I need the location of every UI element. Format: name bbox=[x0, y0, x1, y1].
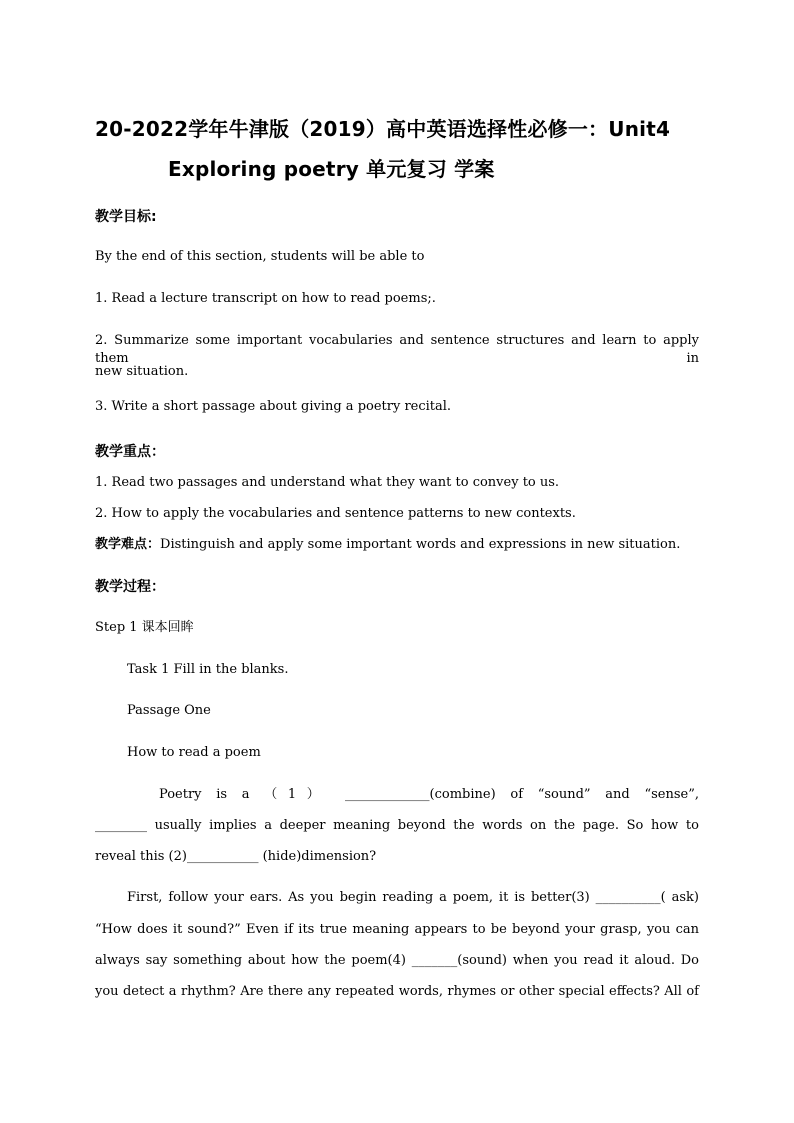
passage-line-6: always say something about how the poem(4) _______(sound) when you read it aloud. Do bbox=[95, 953, 699, 968]
passage-line-7: you detect a rhythm? Are there any repeated words, rhymes or other special effects? All of bbox=[95, 984, 699, 999]
objective-item-3: 3. Write a short passage about giving a poetry recital. bbox=[95, 399, 452, 414]
objective-item-2-continued: new situation. bbox=[95, 364, 189, 379]
key-points-heading: 教学重点： bbox=[95, 444, 165, 460]
key-point-item-1: 1. Read two passages and understand what they want to convey to us. bbox=[95, 475, 560, 490]
passage-line-4: First, follow your ears. As you begin reading a poem, it is better(3) __________( ask) bbox=[127, 890, 699, 905]
process-heading: 教学过程： bbox=[95, 579, 165, 595]
step-1-label: Step 1 课本回眸 bbox=[95, 620, 194, 635]
document-title-line-2: Exploring poetry 单元复习 学案 bbox=[168, 157, 495, 181]
passage-line-2: ________ usually implies a deeper meaning beyond the words on the page. So how to bbox=[95, 818, 699, 833]
passage-line-5: “How does it sound?” Even if its true meaning appears to be beyond your grasp, you can bbox=[95, 922, 699, 937]
objectives-intro: By the end of this section, students will be able to bbox=[95, 249, 425, 264]
objective-item-1: 1. Read a lecture transcript on how to read poems;. bbox=[95, 291, 436, 306]
passage-line-1: Poetry is a （1） _____________(combine) of “sound” and “sense”, bbox=[159, 787, 699, 802]
document-title-line-1: 20-2022学年牛津版（2019）高中英语选择性必修一：Unit4 bbox=[95, 117, 671, 141]
difficulty-label: 教学难点： bbox=[95, 537, 161, 552]
passage-label: Passage One bbox=[127, 703, 211, 718]
difficulty-text: Distinguish and apply some important words and expressions in new situation. bbox=[160, 537, 681, 552]
difficulty-line bbox=[95, 536, 699, 554]
key-point-item-2: 2. How to apply the vocabularies and sentence patterns to new contexts. bbox=[95, 506, 576, 521]
task-1-label: Task 1 Fill in the blanks. bbox=[127, 662, 289, 677]
passage-title: How to read a poem bbox=[127, 745, 261, 760]
objective-item-2: 2. Summarize some important vocabularies and sentence structures and learn to apply them in bbox=[95, 333, 699, 366]
passage-line-3: reveal this (2)___________ (hide)dimension? bbox=[95, 849, 377, 864]
objectives-heading: 教学目标: bbox=[95, 209, 157, 225]
